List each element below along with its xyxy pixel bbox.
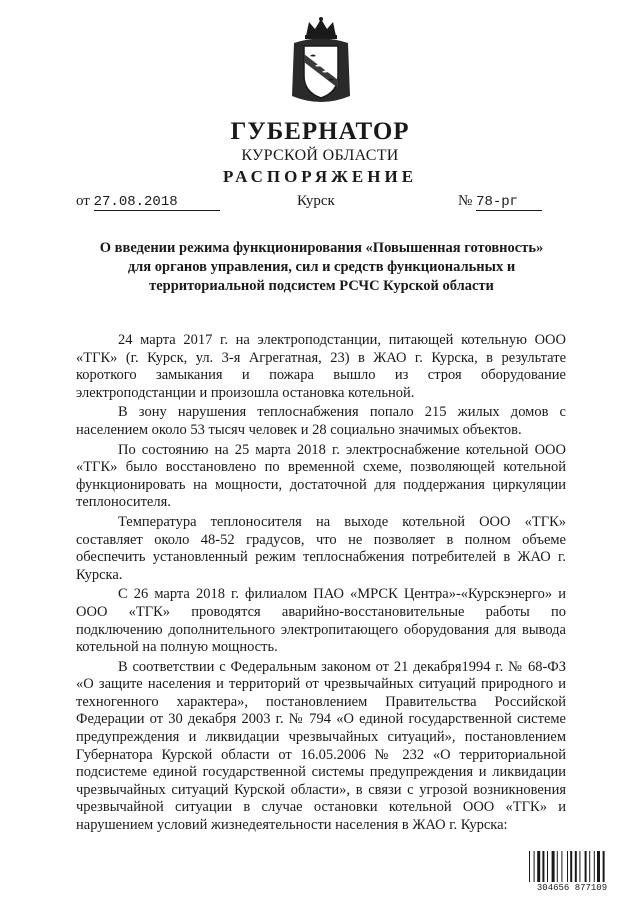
body-paragraph: В соответствии с Федеральным законом от 21 декабря1994 г. № 68-ФЗ «О защите населения и территорий от чрезвычайных ситуаций природного и техногенного характера», постановлением Правительства Российской Федерации от 30 декабря 2003 г. № 794 «О единой государственной системе предупреждения и ликвидации чрезвычайных ситуаций», постановлением Губернатора Курской области от 16.05.2006 № 232 «О территориальной подсистеме единой государственной системы предупреждения и ликвидации чрезвычайных ситуаций Курской области», в связи с угрозой возникновения чрезвычайной ситуации в случае остановки котельной ООО «ТГК» и нарушением условий жизнедеятельности населения в ЖАО г. Курска:: [76, 658, 566, 834]
document-body: [76, 332, 566, 837]
date-prefix: от: [76, 193, 90, 209]
date-field: [76, 193, 220, 211]
number-prefix: №: [458, 193, 473, 209]
body-paragraph: С 26 марта 2018 г. филиалом ПАО «МРСК Центра»-«Курскэнерго» и ООО «ТГК» проводятся аварийно-восстановительные работы по подключению дополнительного электропитающего оборудования для вывода котельной на полную мощность.: [76, 586, 566, 656]
body-paragraph: 24 марта 2017 г. на электроподстанции, питающей котельную ООО «ТГК» (г. Курск, ул. 3-я Агрегатная, 23) в ЖАО г. Курска, в результате короткого замыкания и пожара вышло из строя оборудование электроподстанции и произошла остановка котельной.: [76, 332, 566, 401]
barcode-number: 304656 877109: [536, 883, 608, 893]
barcode: [528, 851, 616, 895]
document-header-title: ГУБЕРНАТОР: [230, 118, 410, 145]
document-title: О введении режима функционирования «Повышенная готовность» для органов управления, сил и средств функциональных и территориальной подсистем РСЧС Курской области: [99, 240, 544, 294]
number-field: [458, 193, 542, 211]
body-paragraph: По состоянию на 25 марта 2018 г. электроснабжение котельной ООО «ТГК» было восстановлено по временной схеме, позволяющей котельной функционировать на мощности, достаточной для поддержания циркуляции теплоносителя.: [76, 441, 566, 511]
number-value: 78-рг: [476, 195, 542, 211]
document-header-region: КУРСКОЙ ОБЛАСТИ: [241, 147, 399, 164]
body-paragraph: Температура теплоносителя на выходе котельной ООО «ТГК» составляет около 48-52 градусов, что не позволяет в полном объеме обеспечить установленный режим теплоснабжения потребителей в ЖАО г. Курска.: [76, 513, 566, 583]
barcode-icon: [528, 851, 616, 882]
date-value: 27.08.2018: [94, 195, 220, 211]
document-type-heading: РАСПОРЯЖЕНИЕ: [222, 167, 418, 186]
city-label: Курск: [297, 193, 335, 209]
kursk-coat-of-arms-icon: [290, 16, 352, 106]
body-paragraph: В зону нарушения теплоснабжения попало 215 жилых домов с населением около 53 тысяч человек и 28 социально значимых объектов.: [76, 404, 566, 438]
